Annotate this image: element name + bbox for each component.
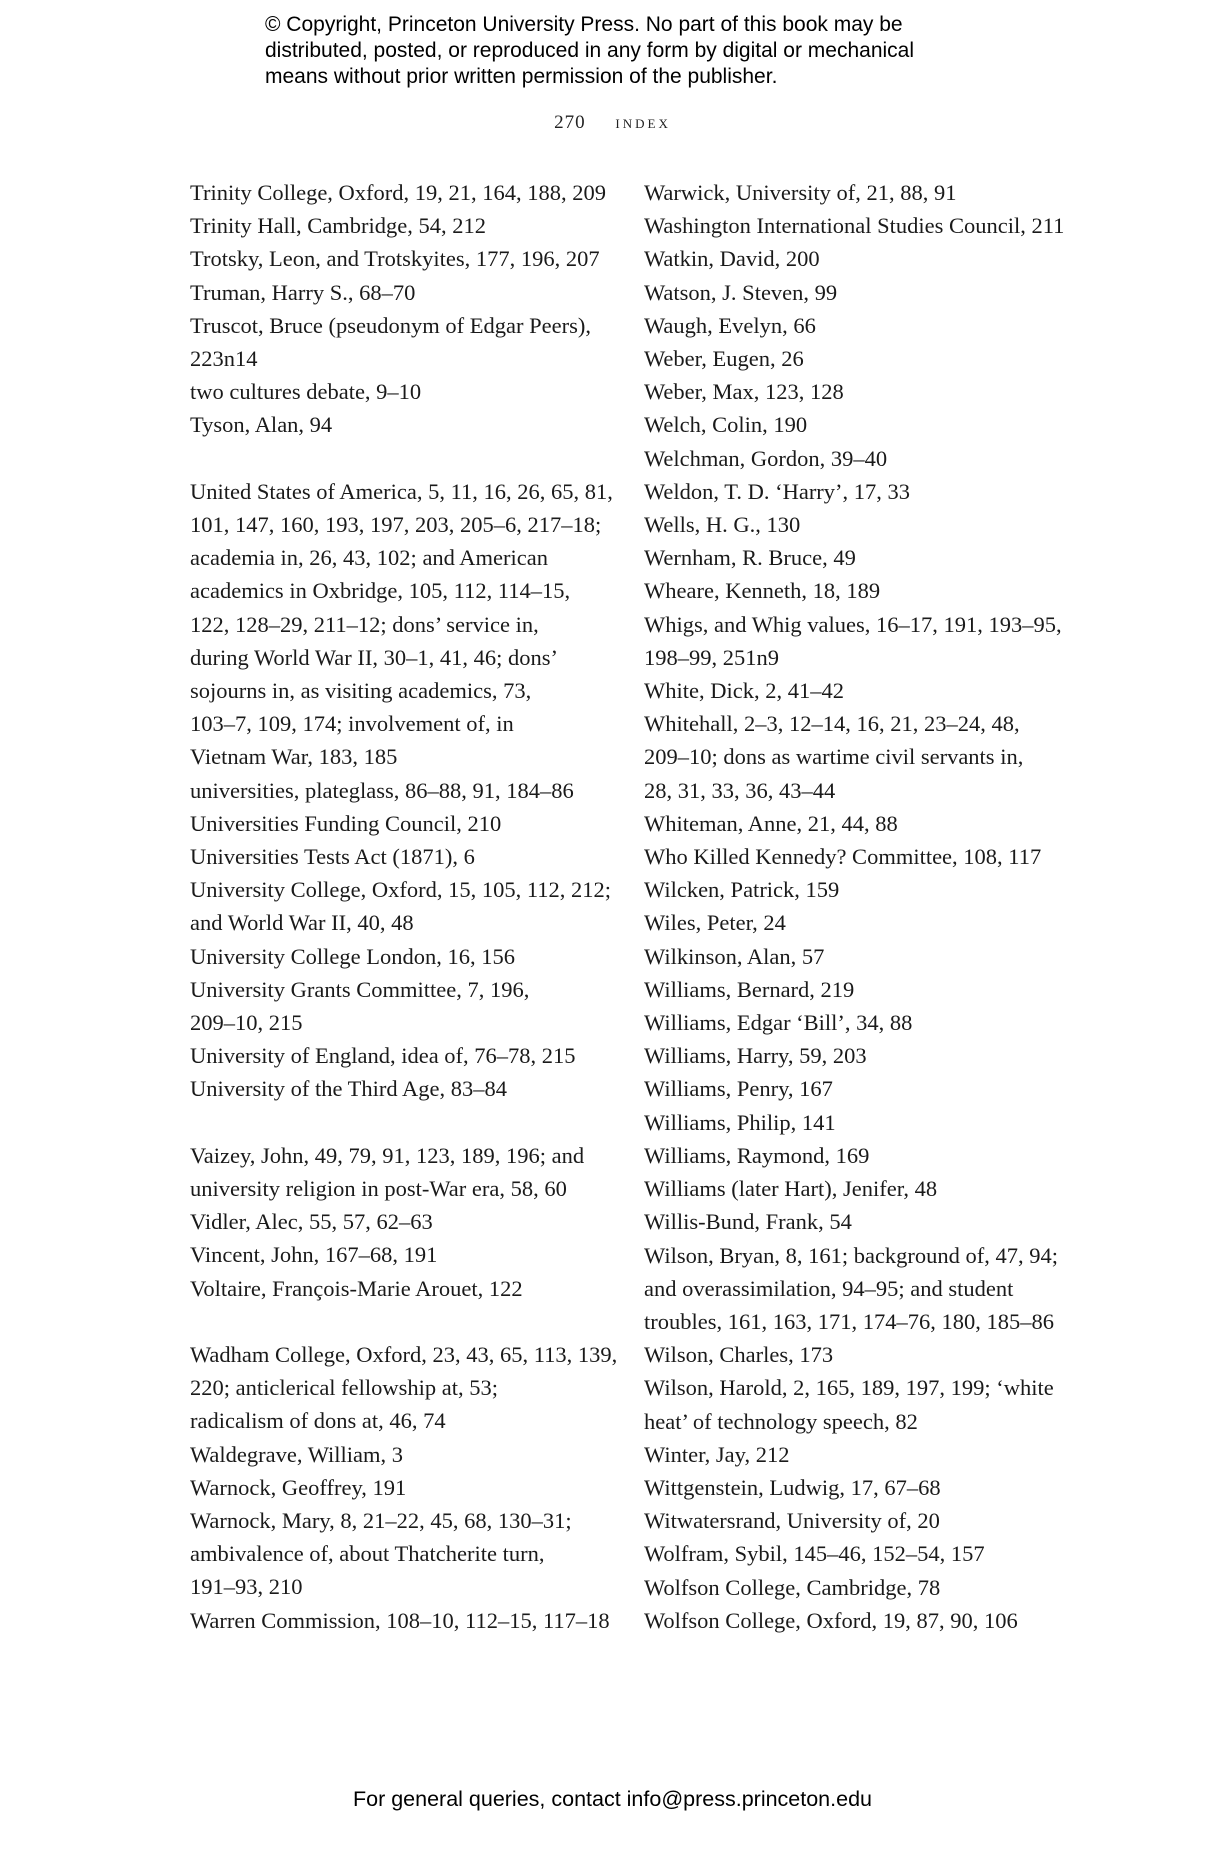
index-entry bbox=[190, 1604, 610, 1637]
index-entry bbox=[644, 1371, 1074, 1437]
index-entry-line: Wernham, R. Bruce, 49 bbox=[644, 545, 856, 571]
index-entry-line: Voltaire, François-Marie Arouet, 122 bbox=[190, 1275, 523, 1301]
index-entry bbox=[644, 475, 1074, 508]
index-entry bbox=[190, 1438, 610, 1471]
index-entry-line: Wilcken, Patrick, 159 bbox=[644, 877, 840, 903]
index-entry-line: 220; anticlerical fellowship at, 53; bbox=[190, 1375, 499, 1401]
index-entry bbox=[644, 309, 1074, 342]
index-entry bbox=[644, 1006, 1074, 1039]
index-entry-line: Wittgenstein, Ludwig, 17, 67–68 bbox=[644, 1474, 941, 1500]
page-number: 270 bbox=[554, 112, 586, 133]
index-entry-line: Whigs, and Whig values, 16–17, 191, 193–95, bbox=[644, 611, 1062, 637]
letter-group-gap bbox=[190, 1305, 610, 1338]
index-entry-line: White, Dick, 2, 41–42 bbox=[644, 678, 844, 704]
index-entry-line: Williams, Edgar ‘Bill’, 34, 88 bbox=[644, 1010, 913, 1036]
index-entry-line: Williams, Harry, 59, 203 bbox=[644, 1043, 867, 1069]
index-entry-line: 209–10; dons as wartime civil servants in, bbox=[644, 744, 1024, 770]
index-entry-line: during World War II, 30–1, 41, 46; dons’ bbox=[190, 644, 559, 670]
index-entry bbox=[644, 1571, 1074, 1604]
index-entry bbox=[190, 1139, 610, 1205]
index-entry bbox=[190, 1338, 618, 1438]
index-entry-line: United States of America, 5, 11, 16, 26, 65, 81, bbox=[190, 478, 613, 504]
index-entry bbox=[644, 1338, 1074, 1371]
index-entry-line: Williams, Penry, 167 bbox=[644, 1076, 833, 1102]
index-entry-line: Warnock, Mary, 8, 21–22, 45, 68, 130–31; bbox=[190, 1508, 572, 1534]
index-entry bbox=[190, 1238, 610, 1271]
running-head bbox=[0, 112, 1225, 134]
index-entry-line: Whiteman, Anne, 21, 44, 88 bbox=[644, 810, 898, 836]
index-entry-line: university religion in post-War era, 58, 60 bbox=[190, 1176, 567, 1202]
index-entry bbox=[644, 1438, 1074, 1471]
index-entry-line: Weldon, T. D. ‘Harry’, 17, 33 bbox=[644, 478, 911, 504]
index-entry-line: Waugh, Evelyn, 66 bbox=[644, 312, 816, 338]
index-entry-line: sojourns in, as visiting academics, 73, bbox=[190, 678, 532, 704]
index-entry bbox=[644, 1205, 1074, 1238]
index-entry bbox=[644, 342, 1074, 375]
index-entry bbox=[644, 1471, 1074, 1504]
index-entry-line: Who Killed Kennedy? Committee, 108, 117 bbox=[644, 844, 1042, 870]
index-entry bbox=[644, 276, 1074, 309]
index-entry bbox=[190, 873, 610, 939]
index-entry bbox=[644, 1139, 1074, 1172]
index-entry bbox=[644, 1504, 1074, 1537]
index-entry bbox=[190, 973, 610, 1039]
index-entry-line: 209–10, 215 bbox=[190, 1010, 303, 1036]
index-entry bbox=[644, 242, 1074, 275]
index-entry-line: Wilson, Bryan, 8, 161; background of, 47, 94; bbox=[644, 1242, 1059, 1268]
index-entry bbox=[644, 608, 1074, 674]
index-entry bbox=[190, 1039, 610, 1072]
index-entry-line: two cultures debate, 9–10 bbox=[190, 379, 422, 405]
index-entry-line: Weber, Eugen, 26 bbox=[644, 346, 804, 372]
index-entry-line: Whitehall, 2–3, 12–14, 16, 21, 23–24, 48, bbox=[644, 711, 1020, 737]
index-entry bbox=[190, 375, 610, 408]
index-entry bbox=[190, 807, 610, 840]
index-entry-line: Tyson, Alan, 94 bbox=[190, 412, 333, 438]
index-entry bbox=[644, 940, 1074, 973]
index-entry bbox=[644, 873, 1074, 906]
index-entry-line: Williams, Philip, 141 bbox=[644, 1109, 836, 1135]
index-entry-line: Wolfson College, Oxford, 19, 87, 90, 106 bbox=[644, 1607, 1018, 1633]
index-entry-line: Vidler, Alec, 55, 57, 62–63 bbox=[190, 1209, 433, 1235]
index-entry-line: Witwatersrand, University of, 20 bbox=[644, 1508, 940, 1534]
index-entry-line: University of England, idea of, 76–78, 215 bbox=[190, 1043, 576, 1069]
index-entry-line: Williams, Raymond, 169 bbox=[644, 1142, 870, 1168]
index-entry bbox=[644, 1604, 1074, 1637]
index-entry bbox=[190, 1471, 610, 1504]
index-entry-line: 198–99, 251n9 bbox=[644, 644, 779, 670]
index-entry-line: Trinity Hall, Cambridge, 54, 212 bbox=[190, 213, 487, 239]
index-entry bbox=[644, 1106, 1074, 1139]
index-entry bbox=[644, 1039, 1074, 1072]
index-entry-line: Winter, Jay, 212 bbox=[644, 1441, 790, 1467]
index-entry bbox=[190, 176, 610, 209]
index-entry-line: Weber, Max, 123, 128 bbox=[644, 379, 844, 405]
index-entry-line: Wolfson College, Cambridge, 78 bbox=[644, 1574, 941, 1600]
index-entry bbox=[644, 176, 1074, 209]
index-column-right bbox=[644, 176, 1074, 1637]
index-entry-line: Waldegrave, William, 3 bbox=[190, 1441, 404, 1467]
index-entry-line: heat’ of technology speech, 82 bbox=[644, 1408, 918, 1434]
copyright-line: means without prior written permission of the publisher. bbox=[265, 65, 778, 88]
index-entry bbox=[190, 475, 613, 774]
index-entry bbox=[644, 1172, 1074, 1205]
index-entry-line: Wolfram, Sybil, 145–46, 152–54, 157 bbox=[644, 1541, 985, 1567]
index-entry-line: Williams, Bernard, 219 bbox=[644, 976, 855, 1002]
index-entry-line: radicalism of dons at, 46, 74 bbox=[190, 1408, 446, 1434]
index-entry-line: academia in, 26, 43, 102; and American bbox=[190, 545, 549, 571]
index-entry-line: Vietnam War, 183, 185 bbox=[190, 744, 398, 770]
index-entry bbox=[190, 408, 610, 441]
index-entry bbox=[644, 707, 1074, 807]
letter-group-gap bbox=[190, 442, 610, 475]
index-entry-line: Williams (later Hart), Jenifer, 48 bbox=[644, 1176, 938, 1202]
footer-contact: For general queries, contact info@press.princeton.edu bbox=[352, 1787, 872, 1811]
index-entry-line: Wilkinson, Alan, 57 bbox=[644, 943, 825, 969]
index-entry-line: Welch, Colin, 190 bbox=[644, 412, 808, 438]
index-entry-line: Warnock, Geoffrey, 191 bbox=[190, 1474, 407, 1500]
index-entry bbox=[644, 807, 1074, 840]
index-entry-line: and World War II, 40, 48 bbox=[190, 910, 414, 936]
index-entry-line: Washington International Studies Council, 211 bbox=[644, 213, 1065, 239]
index-entry-line: Wells, H. G., 130 bbox=[644, 512, 801, 538]
index-entry-line: Wadham College, Oxford, 23, 43, 65, 113, 139, bbox=[190, 1342, 618, 1368]
index-entry bbox=[190, 940, 610, 973]
index-entry-line: Trinity College, Oxford, 19, 21, 164, 188, 209 bbox=[190, 180, 607, 205]
index-entry bbox=[644, 973, 1074, 1006]
index-entry-line: 28, 31, 33, 36, 43–44 bbox=[644, 777, 836, 803]
index-entry-line: Universities Tests Act (1871), 6 bbox=[190, 844, 475, 870]
index-entry bbox=[644, 209, 1074, 242]
index-entry-line: University College, Oxford, 15, 105, 112, 212; bbox=[190, 877, 611, 903]
page-title: index bbox=[615, 112, 671, 133]
index-entry-line: ambivalence of, about Thatcherite turn, bbox=[190, 1541, 545, 1567]
index-entry-line: Warwick, University of, 21, 88, 91 bbox=[644, 180, 957, 205]
index-entry bbox=[644, 574, 1074, 607]
index-entry-line: Willis-Bund, Frank, 54 bbox=[644, 1209, 852, 1235]
index-column-left bbox=[190, 176, 618, 1637]
index-entry-line: 101, 147, 160, 193, 197, 203, 205–6, 217–18; bbox=[190, 512, 602, 538]
index-entry bbox=[190, 1504, 610, 1604]
index-entry-line: universities, plateglass, 86–88, 91, 184–86 bbox=[190, 777, 574, 803]
index-entry bbox=[190, 209, 610, 242]
index-entry bbox=[644, 906, 1074, 939]
index-entry bbox=[644, 541, 1074, 574]
index-entry bbox=[190, 276, 610, 309]
index-entry-line: and overassimilation, 94–95; and student bbox=[644, 1275, 1014, 1301]
index-entry-line: Truman, Harry S., 68–70 bbox=[190, 279, 416, 305]
index-entry-line: University of the Third Age, 83–84 bbox=[190, 1076, 508, 1102]
index-entry-line: academics in Oxbridge, 105, 112, 114–15, bbox=[190, 578, 571, 604]
index-entry bbox=[644, 840, 1074, 873]
index-entry-line: Wilson, Charles, 173 bbox=[644, 1342, 834, 1368]
index-entry bbox=[644, 408, 1074, 441]
index-entry-line: Watkin, David, 200 bbox=[644, 246, 820, 272]
index-entry bbox=[190, 1272, 610, 1305]
index-entry-line: 191–93, 210 bbox=[190, 1574, 303, 1600]
index-entry bbox=[644, 1537, 1074, 1570]
index-entry bbox=[190, 840, 610, 873]
index-entry-line: Vaizey, John, 49, 79, 91, 123, 189, 196; and bbox=[190, 1142, 585, 1168]
index-entry bbox=[190, 774, 610, 807]
letter-group-gap bbox=[190, 1106, 610, 1139]
index-entry bbox=[644, 375, 1074, 408]
index-entry-line: Truscot, Bruce (pseudonym of Edgar Peers), bbox=[190, 312, 591, 338]
index-entry-line: 122, 128–29, 211–12; dons’ service in, bbox=[190, 611, 539, 637]
index-entry-line: 103–7, 109, 174; involvement of, in bbox=[190, 711, 514, 737]
index-entry-line: Trotsky, Leon, and Trotskyites, 177, 196, 207 bbox=[190, 246, 600, 272]
copyright-notice bbox=[265, 12, 1025, 90]
index-entry-line: Wiles, Peter, 24 bbox=[644, 910, 786, 936]
index-entry bbox=[644, 1239, 1074, 1339]
index-entry bbox=[644, 1072, 1074, 1105]
index-entry-line: Wilson, Harold, 2, 165, 189, 197, 199; ‘white bbox=[644, 1375, 1054, 1401]
index-entry-line: troubles, 161, 163, 171, 174–76, 180, 185–86 bbox=[644, 1308, 1054, 1334]
copyright-line: © Copyright, Princeton University Press. No part of this book may be bbox=[265, 13, 903, 36]
index-entry-line: Watson, J. Steven, 99 bbox=[644, 279, 838, 305]
index-entry bbox=[190, 1072, 610, 1105]
copyright-line: distributed, posted, or reproduced in any form by digital or mechanical bbox=[265, 39, 915, 62]
index-entry bbox=[190, 1205, 610, 1238]
index-entry bbox=[190, 309, 610, 375]
index-entry-line: Warren Commission, 108–10, 112–15, 117–18 bbox=[190, 1607, 610, 1633]
index-entry-line: Vincent, John, 167–68, 191 bbox=[190, 1242, 438, 1268]
index-entry-line: University Grants Committee, 7, 196, bbox=[190, 976, 530, 1002]
index-entry bbox=[190, 242, 610, 275]
index-entry bbox=[644, 508, 1074, 541]
index-entry-line: University College London, 16, 156 bbox=[190, 943, 515, 969]
index-entry-line: Universities Funding Council, 210 bbox=[190, 810, 502, 836]
index-entry-line: Welchman, Gordon, 39–40 bbox=[644, 445, 888, 471]
index-entry-line: Wheare, Kenneth, 18, 189 bbox=[644, 578, 881, 604]
index-entry bbox=[644, 674, 1074, 707]
index-entry bbox=[644, 442, 1074, 475]
index-entry-line: 223n14 bbox=[190, 346, 258, 372]
